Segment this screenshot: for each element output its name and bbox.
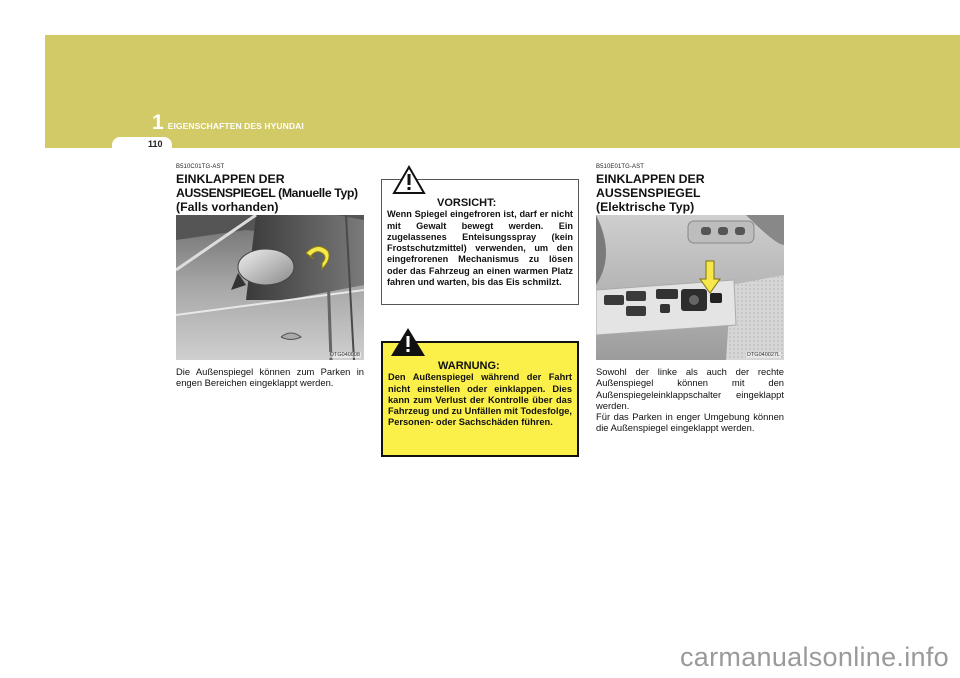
image-reference-left: OTG040008 xyxy=(329,352,360,358)
section-code-left: B510C01TG-AST xyxy=(176,164,225,170)
body-paragraph: Sowohl der linke als auch der rechte Außenspiegel können mit den Außenspiegeleinklappschalter eingeklappt werden. xyxy=(596,366,784,411)
manual-mirror-photo xyxy=(176,215,364,360)
caution-title: VORSICHT: xyxy=(437,197,497,209)
caution-triangle-icon xyxy=(392,165,426,195)
caution-box xyxy=(381,179,579,305)
car-side-illustration xyxy=(176,215,364,360)
caution-text: Wenn Spiegel eingefroren ist, darf er nicht mit Gewalt bewegt werden. Ein zugelassenes Enteisungsspray (kein Frostschutzmittel) verwenden, um den eingefrorenen Mechanismus zu lösen oder das Fahrzeug an einen warmen Platz fahren und warten, bis das Eis schmilzt. xyxy=(387,209,573,288)
warning-box xyxy=(381,341,579,457)
heading-line: EINKLAPPEN DER xyxy=(176,172,285,186)
chapter-heading xyxy=(152,113,304,133)
warning-title: WARNUNG: xyxy=(438,360,500,372)
heading-line: (Falls vorhanden) xyxy=(176,200,279,214)
electric-mirror-switch-photo xyxy=(596,215,784,360)
chapter-title: EIGENSCHAFTEN DES HYUNDAI xyxy=(167,121,304,131)
heading-line: EINKLAPPEN DER xyxy=(596,172,705,186)
heading-line: AUSSENSPIEGEL xyxy=(596,186,701,200)
body-paragraph: Für das Parken in enger Umgebung können die Außenspiegel eingeklappt werden. xyxy=(596,411,784,434)
watermark: carmanualsonline.info xyxy=(680,642,949,672)
section-heading-left xyxy=(176,172,371,214)
door-panel-illustration xyxy=(596,215,784,360)
body-text-right xyxy=(596,366,784,434)
warning-text: Den Außenspiegel während der Fahrt nicht einstellen oder einklappen. Dies kann zum Verlust der Kontrolle über das Fahrzeug und zu Unfällen mit Todesfolge, Personen- oder Sachschäden führen. xyxy=(388,372,572,428)
section-code-right: B510E01TG-AST xyxy=(596,164,644,170)
body-text-left: Die Außenspiegel können zum Parken in engen Bereichen eingeklappt werden. xyxy=(176,366,364,389)
page-number: 110 xyxy=(148,139,163,149)
heading-line: (Elektrische Typ) xyxy=(596,200,695,214)
warning-triangle-icon xyxy=(390,327,426,357)
chapter-number: 1 xyxy=(152,111,164,134)
heading-line: AUSSENSPIEGEL (Manuelle Typ) xyxy=(176,186,358,200)
image-reference-right: OTG040027L xyxy=(746,352,780,358)
section-heading-right xyxy=(596,172,786,214)
page-number-tab xyxy=(112,137,172,151)
